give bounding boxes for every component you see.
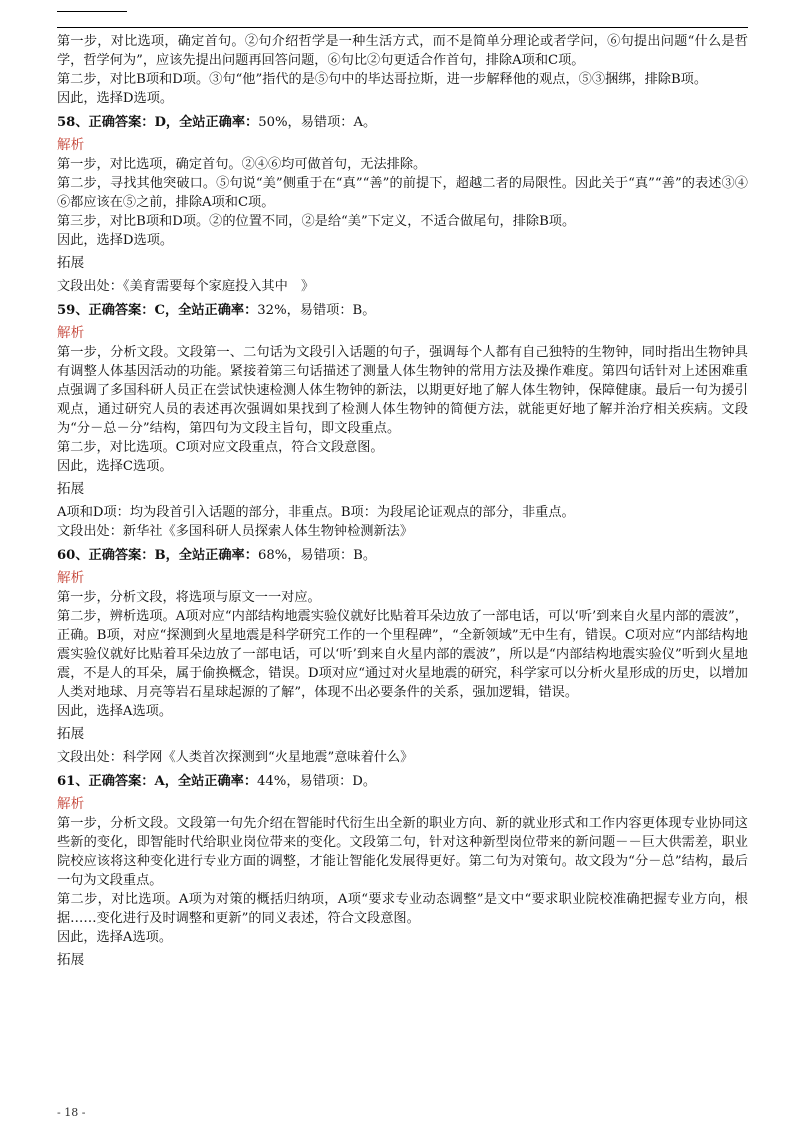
q60-step2: 第二步，辨析选项。A项对应“内部结构地震实验仪就好比贴着耳朵边放了一部电话，可以‘听’到来自火星内部的震波”，正确。B项，对应“探测到火星地震是科学研究工作的一个里程碑”，“全新领域”无中生有，错误。C项对应“内部结构地震实验仪就好比贴着耳朵边放了一部电话，可以‘听’到来自火星内部的震波”，所以是“内部结构地震实验仪”听到火星地震，不是人的耳朵，属于偷换概念，错误。D项对应“通过对火星地震的研究，科学家可以分析火星形成的历史，以增加人类对地球、月亮等岩石星球起源的了解”，体现不出必要条件的关系，强加逻辑，错误。 <box>57 609 748 700</box>
header-rule <box>57 27 748 28</box>
q61-step2: 第二步，对比选项。A项为对策的概括归纳项，A项“要求专业动态调整”是文中“要求职业院校准确把握专业方向，根据……变化进行及时调整和更新”的同义表述，符合文段意图。 <box>57 892 748 926</box>
q61-answer-header: 61、正确答案：A，全站正确率：44%，易错项：D。 <box>57 774 377 789</box>
q58-analysis-label: 解析 <box>57 137 85 153</box>
q60-analysis-label: 解析 <box>57 570 85 586</box>
q60-extension-label: 拓展 <box>57 726 85 742</box>
q60-answer-header: 60、正确答案：B，全站正确率：68%，易错项：B。 <box>57 548 377 563</box>
q57-step2: 第二步，对比B项和D项。③句“他”指代的是⑤句中的毕达哥拉斯，进一步解释他的观点，⑤③捆绑，排除B项。 <box>57 72 708 87</box>
q59-extension-label: 拓展 <box>57 481 85 497</box>
q60-source: 文段出处：科学网《人类首次探测到“火星地震”意味着什么》 <box>57 750 414 765</box>
q59-conclusion: 因此，选择C选项。 <box>57 459 173 474</box>
header-short-rule <box>57 11 127 12</box>
q60-conclusion: 因此，选择A选项。 <box>57 704 173 719</box>
q58-answer-header: 58、正确答案：D，全站正确率：50%，易错项：A。 <box>57 115 377 130</box>
q59-analysis-label: 解析 <box>57 325 85 341</box>
q58-extension-label: 拓展 <box>57 255 85 271</box>
q61-conclusion: 因此，选择A选项。 <box>57 930 173 945</box>
q57-step1: 第一步，对比选项，确定首句。②句介绍哲学是一种生活方式，而不是简单分理论或者学问，⑥句提出问题“什么是哲学，哲学何为”，应该先提出问题再回答问题，⑥句比②句更适合作首句，排除A项和C项。 <box>57 34 748 68</box>
page-number: - 18 - <box>57 1106 86 1119</box>
q57-conclusion: 因此，选择D选项。 <box>57 91 174 106</box>
q58-step2: 第二步，寻找其他突破口。⑤句说“美”侧重于在“真”“善”的前提下，超越二者的局限性。因此关于“真”“善”的表述③④⑥都应该在⑤之前，排除A项和C项。 <box>57 176 748 210</box>
q61-step1: 第一步，分析文段。文段第一句先介绍在智能时代衍生出全新的职业方向、新的就业形式和工作内容更体现专业协同这些新的变化，即智能时代给职业岗位带来的变化。文段第二句，针对这种新型岗位带来的新问题－－巨大供需差，职业院校应该将这种变化进行专业方面的调整，才能让智能化发展得更好。第二句为对策句。故文段为“分－总”结构，最后一句为文段重点。 <box>57 816 748 888</box>
q58-step3: 第三步，对比B项和D项。②的位置不同，②是给“美”下定义，不适合做尾句，排除B项。 <box>57 214 576 229</box>
page-content <box>57 32 748 970</box>
q59-step1: 第一步，分析文段。文段第一、二句话为文段引入话题的句子，强调每个人都有自己独特的生物钟，同时指出生物钟具有调整人体基因活动的功能。紧接着第三句话描述了测量人体生物钟的常用方法及操作难度。第四句话针对上述困难重点强调了多国科研人员正在尝试快速检测人体生物钟的新法，以期更好地了解人体生物钟，保障健康。最后一句为援引观点，通过研究人员的表述再次强调如果找到了检测人体生物钟的简便方法，就能更好地了解并治疗相关疾病。文段为“分－总－分”结构，第四句为文段主旨句，即文段重点。 <box>57 345 748 436</box>
q61-analysis-label: 解析 <box>57 796 85 812</box>
q59-step2: 第二步，对比选项。C项对应文段重点，符合文段意图。 <box>57 440 384 455</box>
q59-answer-header: 59、正确答案：C，全站正确率：32%，易错项：B。 <box>57 303 376 318</box>
q59-note: A项和D项：均为段首引入话题的部分，非重点。B项：为段尾论证观点的部分，非重点。 <box>57 505 575 520</box>
q58-source: 文段出处：《美育需要每个家庭投入其中 》 <box>57 279 315 294</box>
q58-step1: 第一步，对比选项，确定首句。②④⑥均可做首句，无法排除。 <box>57 157 427 172</box>
q58-conclusion: 因此，选择D选项。 <box>57 233 174 248</box>
q61-extension-label: 拓展 <box>57 952 85 968</box>
q60-step1: 第一步，分析文段，将选项与原文一一对应。 <box>57 590 321 605</box>
q59-source: 文段出处：新华社《多国科研人员探索人体生物钟检测新法》 <box>57 524 414 539</box>
